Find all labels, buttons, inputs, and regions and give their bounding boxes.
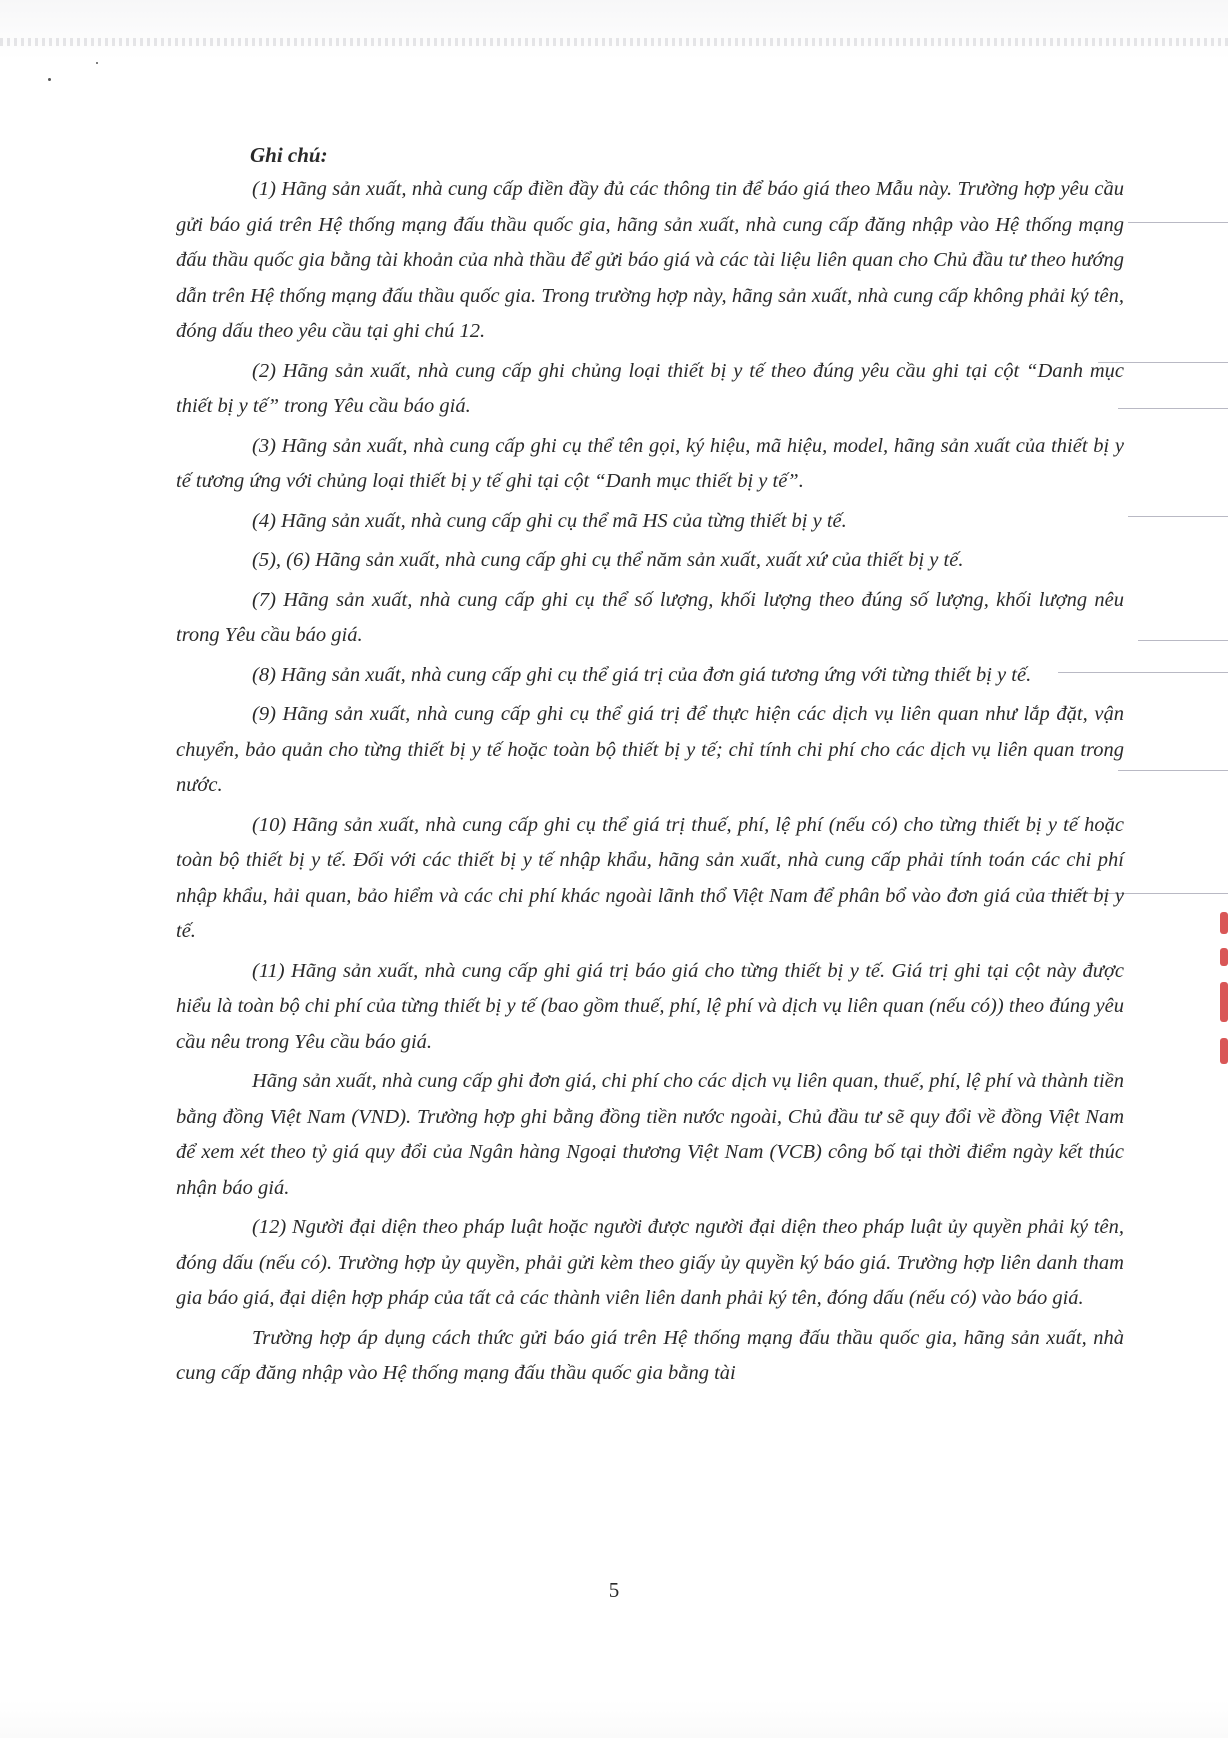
edge-line [1138,640,1228,641]
stamp-edge-mark [1220,948,1228,966]
note-paragraph-9: (9) Hãng sản xuất, nhà cung cấp ghi cụ thể giá trị để thực hiện các dịch vụ liên quan như lắp đặt, vận chuyển, bảo quản cho từng thiết bị y tế hoặc toàn bộ thiết bị y tế; chỉ tính chi phí cho các dịch vụ liên quan trong nước. [176,703,1124,796]
scan-speck [96,62,98,64]
note-paragraph-8: (8) Hãng sản xuất, nhà cung cấp ghi cụ thể giá trị của đơn giá tương ứng với từng thiết bị y tế. [252,663,1032,686]
note-paragraph-10: (10) Hãng sản xuất, nhà cung cấp ghi cụ thể giá trị thuế, phí, lệ phí (nếu có) cho từng thiết bị y tế hoặc toàn bộ thiết bị y tế. Đối với các thiết bị y tế nhập khẩu, hãng sản xuất, nhà cung cấp phải tính toán các chi phí nhập khẩu, hải quan, bảo hiểm và các chi phí khác ngoài lãnh thổ Việt Nam để phân bổ vào đơn giá của thiết bị y tế. [176,813,1124,942]
stamp-edge-mark [1220,1038,1228,1064]
scan-speck [48,78,51,81]
note-paragraph-3: (3) Hãng sản xuất, nhà cung cấp ghi cụ thể tên gọi, ký hiệu, mã hiệu, model, hãng sản xuất của thiết bị y tế tương ứng với chủng loại thiết bị y tế ghi tại cột “Danh mục thiết bị y tế”. [176,434,1124,492]
notes-section [176,138,1124,1396]
note-paragraph-online-submission: Trường hợp áp dụng cách thức gửi báo giá trên Hệ thống mạng đấu thầu quốc gia, hãng sản xuất, nhà cung cấp đăng nhập vào Hệ thống mạng đấu thầu quốc gia bằng tài [176,1326,1124,1384]
edge-line [1128,516,1228,517]
note-paragraph-11: (11) Hãng sản xuất, nhà cung cấp ghi giá trị báo giá cho từng thiết bị y tế. Giá trị ghi tại cột này được hiểu là toàn bộ chi phí của từng thiết bị y tế (bao gồm thuế, phí, lệ phí và dịch vụ liên quan (nếu có)) theo đúng yêu cầu nêu trong Yêu cầu báo giá. [176,959,1124,1053]
note-paragraph-7: (7) Hãng sản xuất, nhà cung cấp ghi cụ thể số lượng, khối lượng theo đúng số lượng, khối lượng nêu trong Yêu cầu báo giá. [176,588,1124,646]
stamp-edge-mark [1220,982,1228,1022]
note-paragraph-12: (12) Người đại diện theo pháp luật hoặc người được người đại diện theo pháp luật ủy quyền phải ký tên, đóng dấu (nếu có). Trường hợp ủy quyền, phải gửi kèm theo giấy ủy quyền ký báo giá. Trường hợp liên danh tham gia báo giá, đại diện hợp pháp của tất cả các thành viên liên danh phải ký tên, đóng dấu (nếu có) vào báo giá. [176,1216,1124,1309]
stamp-edge-mark [1220,912,1228,934]
note-paragraph-2: (2) Hãng sản xuất, nhà cung cấp ghi chủng loại thiết bị y tế theo đúng yêu cầu ghi tại cột “Danh mục thiết bị y tế” trong Yêu cầu báo giá. [176,359,1124,417]
notes-heading: Ghi chú: [250,143,328,167]
edge-line [1118,408,1228,409]
edge-line [1128,222,1228,223]
scan-artifact-top [0,38,1228,46]
edge-line [1118,770,1228,771]
note-paragraph-4: (4) Hãng sản xuất, nhà cung cấp ghi cụ thể mã HS của từng thiết bị y tế. [252,509,847,532]
note-paragraph-currency: Hãng sản xuất, nhà cung cấp ghi đơn giá, chi phí cho các dịch vụ liên quan, thuế, phí, lệ phí và thành tiền bằng đồng Việt Nam (VND). Trường hợp ghi bằng đồng tiền nước ngoài, Chủ đầu tư sẽ quy đổi về đồng Việt Nam để xem xét theo tỷ giá quy đổi của Ngân hàng Ngoại thương Việt Nam (VCB) công bố tại thời điểm ngày kết thúc nhận báo giá. [176,1070,1124,1199]
page-number: 5 [608,1578,620,1602]
note-paragraph-5-6: (5), (6) Hãng sản xuất, nhà cung cấp ghi cụ thể năm sản xuất, xuất xứ của thiết bị y tế. [252,549,964,571]
note-paragraph-1: (1) Hãng sản xuất, nhà cung cấp điền đầy đủ các thông tin để báo giá theo Mẫu này. Trường hợp yêu cầu gửi báo giá trên Hệ thống mạng đấu thầu quốc gia, hãng sản xuất, nhà cung cấp đăng nhập vào Hệ thống mạng đấu thầu quốc gia bằng tài khoản của nhà thầu để gửi báo giá và các tài liệu liên quan cho Chủ đầu tư theo hướng dẫn trên Hệ thống mạng đấu thầu quốc gia. Trong trường hợp này, hãng sản xuất, nhà cung cấp không phải ký tên, đóng dấu theo yêu cầu tại ghi chú 12. [176,178,1124,342]
